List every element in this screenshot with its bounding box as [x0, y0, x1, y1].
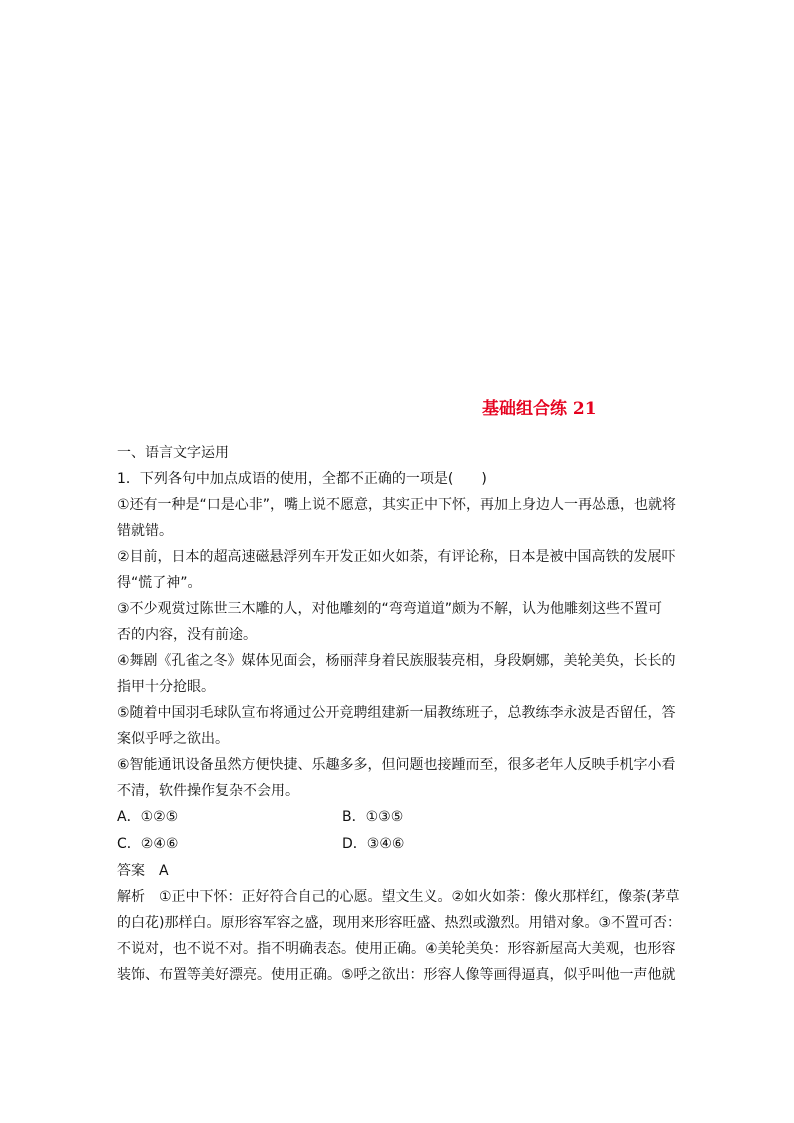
sentence-2 [117, 544, 683, 596]
sentence-3 [117, 596, 683, 648]
option-a: A．①②⑤ [117, 809, 179, 825]
analysis-block [117, 884, 683, 988]
analysis-text: ①正中下怀：正好符合自己的心愿。望文生义。②如火如荼：像火那样红，像荼(茅草 [159, 889, 680, 905]
sentence-line: ⑤随着中国羽毛球队宣布将通过公开竞聘组建新一届教练班子，总教练李永波是否留任，答 [117, 705, 676, 721]
analysis-line: 装饰、布置等美好漂亮。使用正确。⑤呼之欲出：形容人像等画得逼真，似乎叫他一声他就 [117, 967, 676, 983]
answer-line [117, 858, 683, 884]
sentence-line: 错就错。 [117, 523, 173, 539]
analysis-line: 的白花)那样白。原形容军容之盛，现用来形容旺盛、热烈或激烈。用错对象。③不置可否： [117, 915, 682, 931]
sentence-5 [117, 700, 683, 752]
sentence-line: 指甲十分抢眼。 [117, 679, 215, 695]
option-d: D．③④⑥ [342, 836, 405, 852]
sentence-line: ④舞剧《孔雀之冬》媒体见面会，杨丽萍身着民族服装亮相，身段婀娜，美轮美奂，长长的 [117, 653, 676, 669]
sentence-line: ②目前，日本的超高速磁悬浮列车开发正如火如荼，有评论称，日本是被中国高铁的发展吓 [117, 549, 676, 565]
sentence-line: 得“慌了神”。 [117, 575, 202, 591]
analysis-label: 解析 [117, 889, 145, 905]
section-heading: 一、语言文字运用 [117, 445, 229, 461]
document-body [117, 440, 683, 988]
analysis-line [117, 884, 683, 910]
answer-value: A [159, 863, 169, 879]
sentence-line: 案似乎呼之欲出。 [117, 731, 229, 747]
sentence-1 [117, 492, 683, 544]
exercise-title: 基础组合练 21 [482, 399, 597, 419]
sentence-line: ③不少观赏过陈世三木雕的人，对他雕刻的“弯弯道道”颇为不解，认为他雕刻这些不置可 [117, 601, 663, 617]
options-row-1 [117, 804, 683, 831]
sentence-line: ⑥智能通讯设备虽然方便快捷、乐趣多多，但问题也接踵而至，很多老年人反映手机字小看 [117, 757, 676, 773]
options-row-2 [117, 831, 683, 858]
question-stem: 1．下列各句中加点成语的使用，全都不正确的一项是( ) [117, 471, 487, 487]
sentence-line: 否的内容，没有前途。 [117, 627, 257, 643]
sentence-line: ①还有一种是“口是心非”，嘴上说不愿意，其实正中下怀，再加上身边人一再怂恿，也就将 [117, 497, 677, 513]
sentence-4 [117, 648, 683, 700]
answer-label: 答案 [117, 863, 145, 879]
option-b: B．①③⑤ [342, 809, 404, 825]
sentence-line: 不清，软件操作复杂不会用。 [117, 783, 299, 799]
sentence-6 [117, 752, 683, 804]
option-c: C．②④⑥ [117, 836, 179, 852]
analysis-line: 不说对，也不说不对。指不明确表态。使用正确。④美轮美奂：形容新屋高大美观，也形容 [117, 941, 676, 957]
